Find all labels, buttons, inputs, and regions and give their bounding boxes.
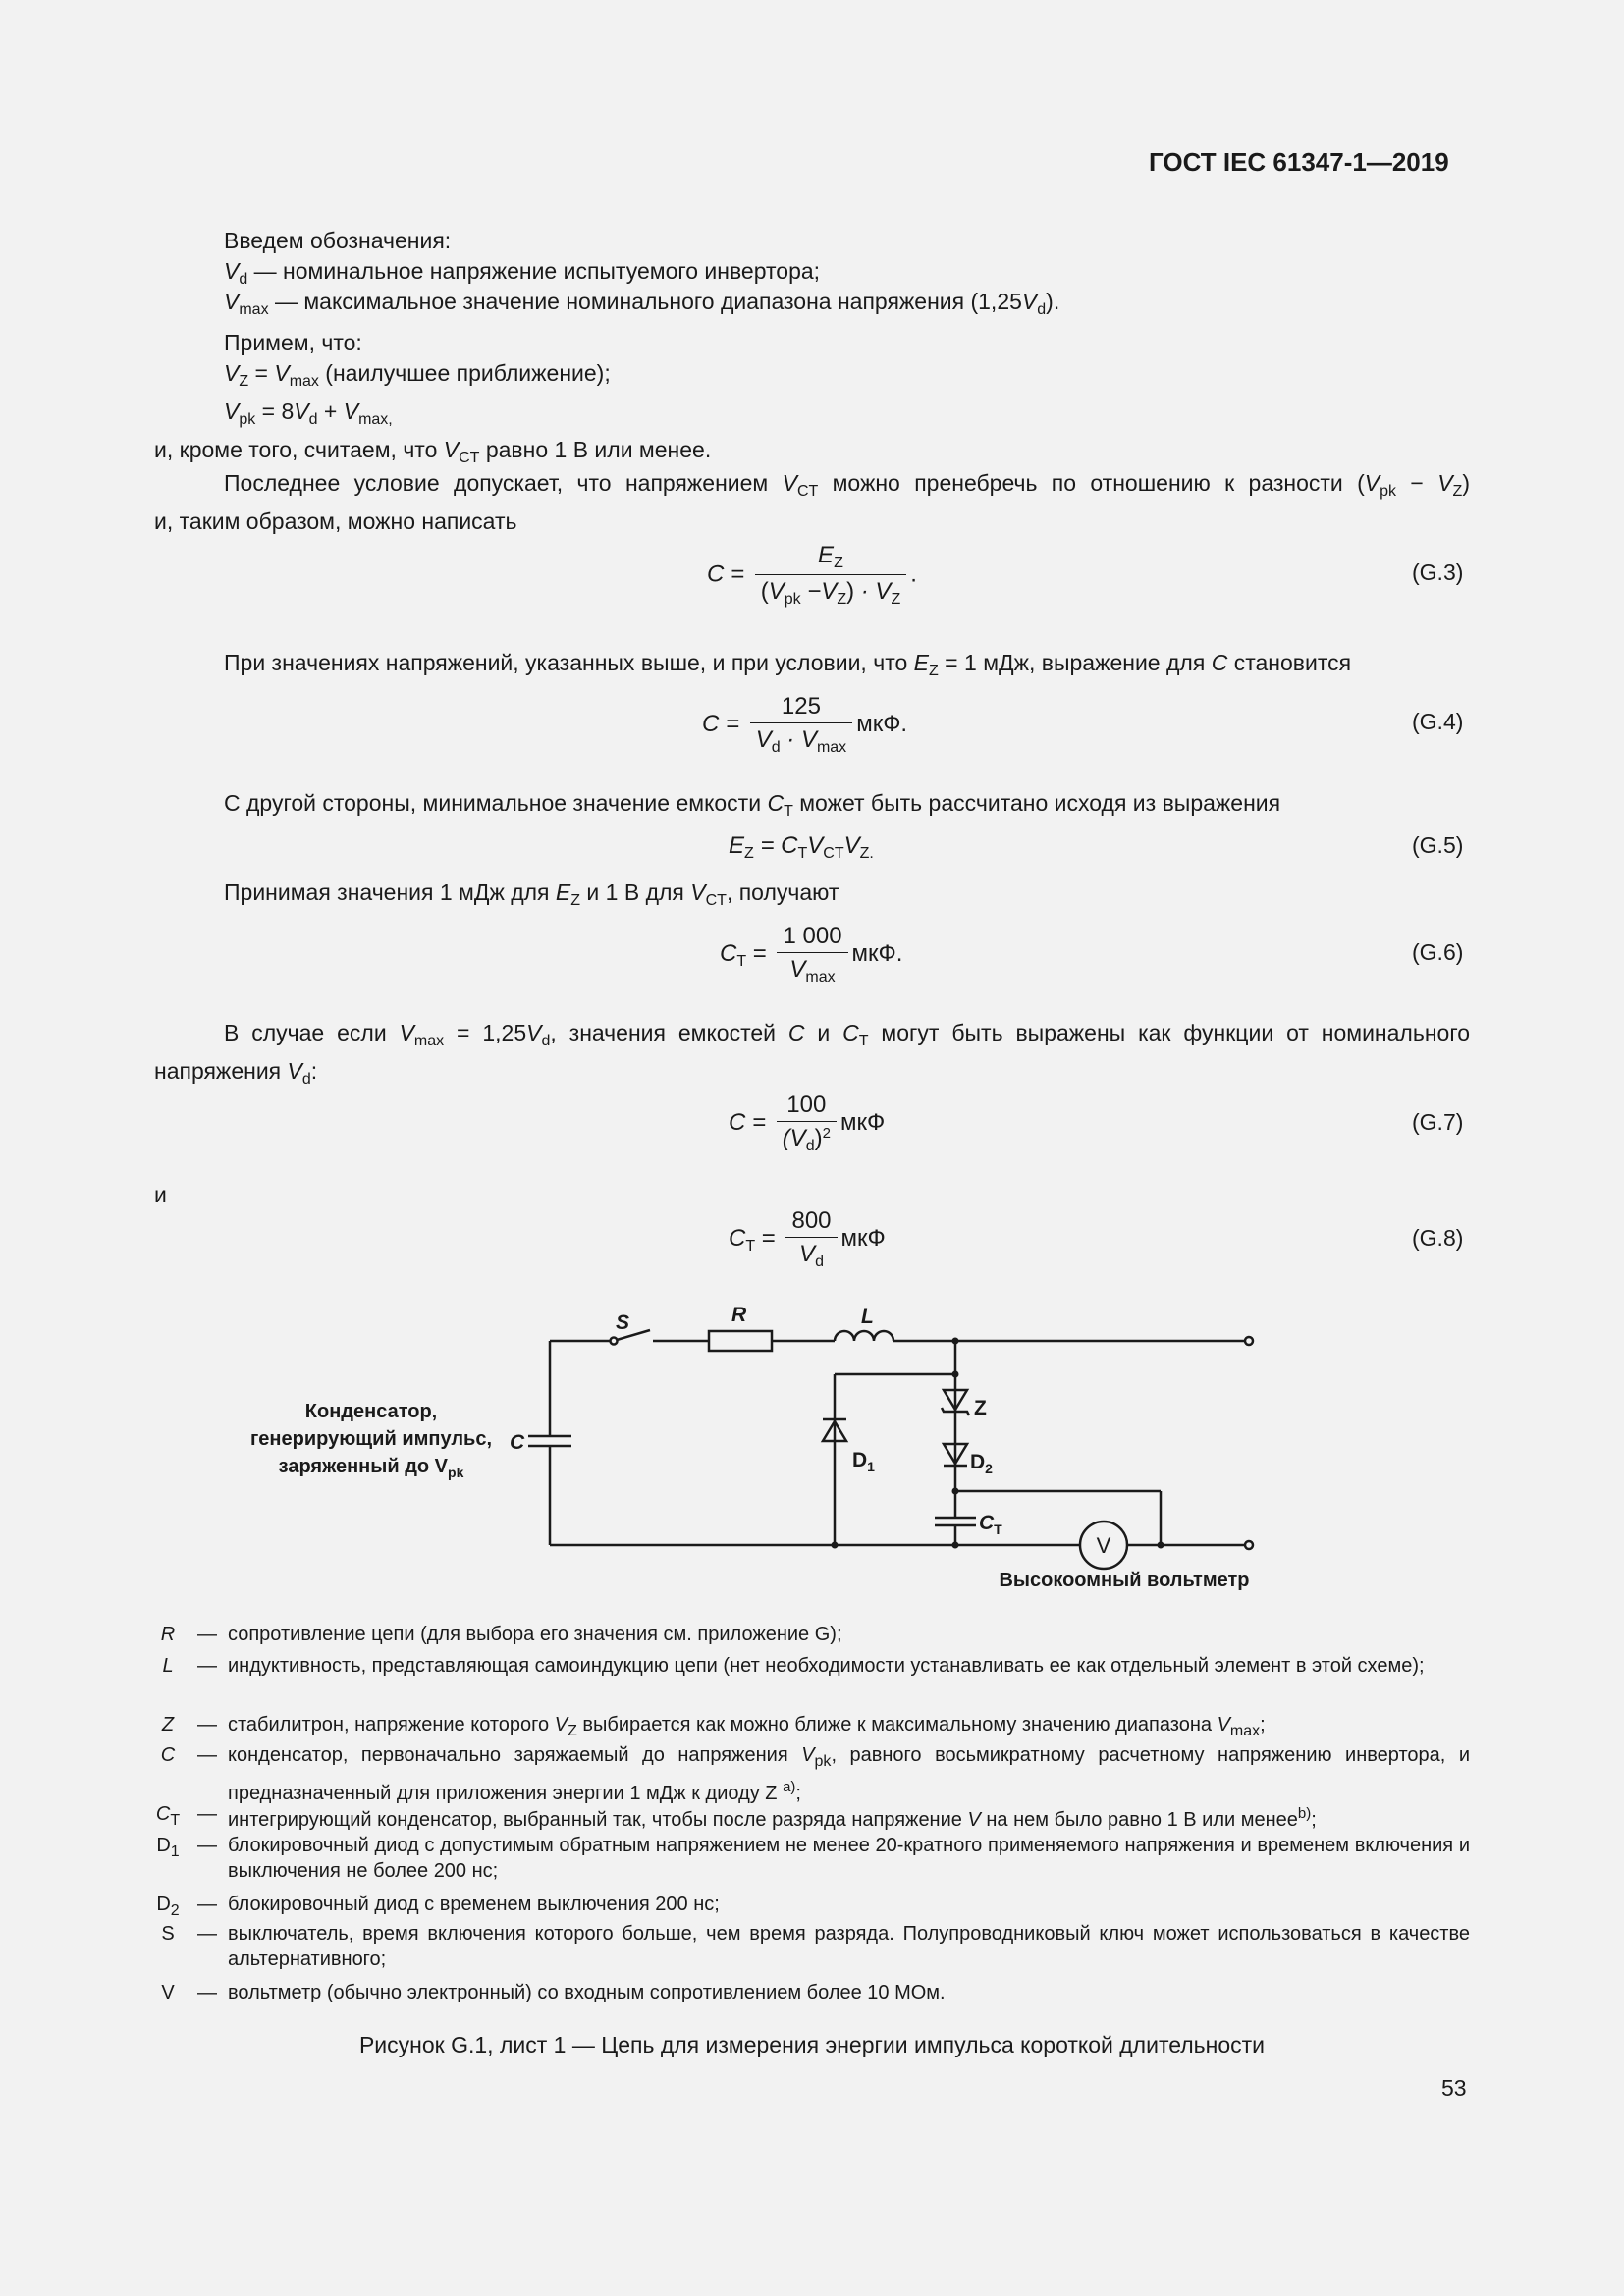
subscript: Z [570,892,581,909]
equation-g5 [729,832,874,863]
symbol: = C [753,832,798,859]
legend-symbol [154,1801,182,1834]
subscript: max, [358,411,393,428]
equation-g4 [702,693,907,757]
unit: мкФ. [851,939,903,967]
paren: ) [814,1125,823,1151]
fraction [777,923,847,987]
legend-symbol [154,1622,182,1647]
condition-line2: и, таким образом, можно написать [154,508,517,534]
symbol: V [161,1982,175,2003]
output-terminal-top [1245,1337,1253,1345]
legend-symbol [154,1742,182,1768]
text: на нем было равно 1 В или менее [980,1809,1298,1831]
symbol: C [767,790,785,816]
def-text: — максимальное значение номинального диапазона напряжения (1,25 [268,289,1022,314]
subscript: CT [796,483,819,500]
text: ; [795,1783,801,1804]
subscript: d [771,739,781,756]
subscript: max [239,301,269,318]
text: C [979,1512,995,1534]
and-word: и [154,1182,167,1207]
symbol: V [799,1241,816,1267]
symbol: V [690,880,706,905]
label-s: S [616,1311,630,1334]
label-r: R [731,1304,747,1326]
fraction [755,542,907,609]
legend-desc [228,1742,1470,1806]
def-text: — номинальное напряжение испытуемого инвертора; [247,258,821,284]
symbol: (V [782,1125,806,1151]
fraction [777,1092,837,1155]
junction [952,1488,959,1495]
symbol: R [160,1624,176,1645]
legend-dash: — [197,1744,217,1766]
symbol: L [162,1655,174,1677]
legend-symbol [154,1833,182,1865]
punct: . [910,561,917,588]
symbol: E [555,880,571,905]
legend-dash: — [197,1835,217,1856]
symbol: V [1364,470,1380,496]
text: D [852,1449,868,1471]
symbol: C [1211,650,1228,675]
legend-symbol [154,1892,182,1924]
superscript: 2 [822,1125,831,1142]
cap-label-line3 [279,1456,464,1480]
symbol: · V [854,578,892,605]
eq-sign: = [755,1224,776,1252]
text: стабилитрон, напряжение которого [228,1714,555,1735]
g7-line2 [154,1056,1470,1095]
denominator [777,1122,837,1155]
legend-symbol [154,1921,182,1947]
subscript: max [816,739,847,756]
legend-dash: — [197,1894,217,1915]
cap-label-line1: Конденсатор, [304,1401,438,1422]
intro-line: Введем обозначения: [224,228,452,253]
eq-lhs: C [720,939,737,967]
text: С другой стороны, минимальное значение емкости [224,790,768,816]
label-d2 [970,1451,993,1476]
text: = 8 [255,399,295,424]
subscript: d [308,411,318,428]
legend-symbol [154,1980,182,2005]
denominator [777,953,847,987]
fraction [750,693,853,757]
numerator: 125 [750,693,853,723]
symbol: V [789,956,806,983]
numerator: 1 000 [777,923,847,953]
subscript: d [541,1033,551,1049]
output-terminal-bottom [1245,1541,1253,1549]
subscript: Z [929,663,939,679]
subscript: Z [744,845,754,862]
equation-number: (G.8) [1412,1225,1464,1251]
text: = [248,360,275,386]
symbol: V [1021,289,1038,314]
text: = 1,25 [444,1020,527,1045]
figure-caption: Рисунок G.1, лист 1 — Цепь для измерения энергии импульса короткой длительности [358,2032,1266,2057]
symbol: E [729,832,745,859]
symbol: V [224,360,240,386]
subscript: T [784,803,793,820]
symbol: D [156,1894,171,1915]
equation-number: (G.5) [1412,832,1464,858]
subscript: Z [568,1723,577,1739]
legend-dash: — [197,1655,217,1677]
subscript: max [289,373,319,390]
condition-line1 [154,468,1470,507]
subscript: pk [448,1465,464,1480]
symbol: C [160,1744,176,1766]
text: и [804,1020,843,1045]
label-l: L [861,1306,874,1328]
denominator [750,723,853,757]
subscript: 2 [170,1902,180,1919]
legend-symbol [154,1653,182,1679]
unit: мкФ. [856,710,908,737]
legend-dash: — [197,1803,217,1825]
equation-g3 [707,542,917,609]
text: : [310,1058,318,1084]
text-before-g6 [224,878,839,916]
legend-desc: индуктивность, представляющая самоиндукцию цепи (нет необходимости устанавливать ее как отдельный элемент в этой схеме); [228,1655,1425,1677]
text: В случае если [224,1020,400,1045]
g7-line1 [154,1018,1470,1056]
accept-line: Примем, что: [224,330,362,355]
text: , получают [726,880,839,905]
subscript: T [745,1237,756,1255]
subscript: Z [239,373,249,390]
legend-desc [228,1801,1470,1833]
label-c: C [510,1431,525,1454]
subscript: d [239,271,248,288]
label-d1 [852,1449,875,1474]
superscript: b) [1297,1805,1312,1822]
symbol: E [818,542,835,568]
condition-paragraph [154,468,1470,537]
legend-dash: — [197,1923,217,1945]
symbol: Z [161,1714,175,1735]
denominator: $(V_{pk} -V_Z) \cdot V_Z$ [760,578,901,608]
text: могут быть выражены как функции от номинального [868,1020,1470,1045]
legend-dash: — [197,1982,217,2003]
eq-lhs: C = [729,1108,767,1136]
text: = 1 мДж, выражение для [938,650,1212,675]
text: + [317,399,344,424]
text: может быть рассчитано исходя из выражения [792,790,1281,816]
def-text: ). [1046,289,1060,314]
symbol: V [782,470,797,496]
symbol: C [842,1020,859,1045]
unit: мкФ [840,1224,886,1252]
symbol: V [1217,1714,1230,1735]
legend-dash: — [197,1714,217,1735]
symbol: V [343,399,359,424]
text: и 1 В для [580,880,691,905]
subscript: pk [1380,483,1397,500]
numerator [755,542,907,575]
symbol: V [224,399,240,424]
subscript: Z [834,555,843,571]
text-before-g4 [224,648,1351,686]
junction [952,1338,959,1345]
legend-desc: выключатель, время включения которого больше, чем время разряда. Полупроводниковый ключ может использоваться в качестве альтернативного; [228,1923,1470,1970]
subscript: 1 [170,1843,180,1860]
subscript: T [858,1033,869,1049]
label-ct [979,1512,1002,1537]
text: При значениях напряжений, указанных выше, и при условии, что [224,650,914,675]
symbol: V [294,399,309,424]
subscript: T [994,1522,1002,1537]
text: , равного восьмикратному расчетному напряжению инвертора, и предназначенный для приложения энергии 1 мДж к диоду Z [228,1744,1471,1804]
inductor [835,1331,893,1341]
subscript: d [301,1071,311,1088]
text-before-g7 [154,1018,1470,1095]
subscript: T [170,1812,181,1829]
symbol: E [913,650,930,675]
eq-lhs: C = [707,561,745,588]
subscript: d [1037,301,1047,318]
junction [832,1542,839,1549]
subscript: CT [459,450,480,466]
eq-lhs: C = [702,710,740,737]
standard-header: ГОСТ IEC 61347-1—2019 [1149,147,1449,177]
symbol: V [1437,470,1453,496]
symbol: S [161,1923,175,1945]
text-before-g5 [224,788,1280,827]
legend-desc [228,1712,1470,1744]
subscript: d [815,1254,824,1270]
symbol: C [155,1803,171,1825]
text: и, кроме того, считаем, что [154,437,444,462]
legend-dash: — [197,1624,217,1645]
symbol: · V [780,726,817,753]
symbol: V [274,360,290,386]
voltmeter-caption: Высокоомный вольтметр [999,1570,1250,1591]
junction [952,1371,959,1378]
subscript: max [1229,1723,1261,1739]
symbol: C [787,1020,805,1045]
equation-number: (G.4) [1412,709,1464,734]
junction [952,1542,959,1549]
text: Принимая значения 1 мДж для [224,880,556,905]
cap-label-line2: генерирующий импульс, [249,1428,493,1450]
subscript: d [805,1138,815,1154]
subscript: 1 [867,1459,875,1474]
symbol: V [554,1714,568,1735]
text: конденсатор, первоначально заряжаемый до напряжения [228,1744,802,1766]
circuit-schematic [236,1294,1414,1608]
symbol: V [399,1020,414,1045]
subscript: max [805,969,836,986]
label-voltmeter-v: V [1096,1533,1111,1558]
symbol: V [967,1809,981,1831]
eq-lhs: C [729,1224,746,1252]
text: ; [1311,1809,1317,1831]
symbol: V [526,1020,542,1045]
subscript: pk [784,591,801,608]
text: становится [1227,650,1352,675]
switch-contact [611,1338,618,1345]
subscript: Z [1452,483,1463,500]
superscript: a) [783,1779,796,1795]
equation-number: (G.7) [1412,1109,1464,1135]
subscript: pk [814,1753,832,1770]
subscript: CT [705,892,727,909]
subscript: pk [239,411,256,428]
equation-g8 [729,1207,886,1271]
legend-symbol [154,1712,182,1737]
symbol: V [224,258,240,284]
resistor [709,1331,772,1351]
symbol: V [443,437,460,462]
fraction [785,1207,837,1271]
symbol: V [801,1744,815,1766]
symbol: V [843,832,860,859]
unit: мкФ [839,1108,886,1136]
legend-desc: вольтметр (обычно электронный) со входным сопротивлением более 10 МОм. [228,1982,946,2003]
subscript: Z [891,591,901,608]
page-number: 53 [1441,2075,1467,2101]
symbol: V [768,578,785,605]
text: Последнее условие допускает, что напряжением [224,470,783,496]
text: D [970,1451,986,1473]
label-z: Z [974,1397,987,1419]
legend-desc: блокировочный диод с временем выключения 200 нс; [228,1894,720,1915]
text: выбирается как можно ближе к максимальному значению диапазона [576,1714,1218,1735]
text: ; [1260,1714,1266,1735]
junction [1158,1542,1164,1549]
subscript: T [797,845,808,862]
legend-desc: сопротивление цепи (для выбора его значения см. приложение G); [228,1624,842,1645]
text: − [1396,470,1438,496]
text: равно 1 В или менее. [479,437,712,462]
text: напряжения [154,1058,288,1084]
subscript: Z [837,591,847,608]
symbol: D [156,1835,171,1856]
symbol: −V [800,578,838,605]
text: (наилучшее приближение); [318,360,611,386]
vz-line [224,358,611,397]
subscript: T [736,952,747,970]
symbol: V [755,726,772,753]
def-vmax [224,287,1059,325]
subscript: Z. [859,845,874,862]
subscript: 2 [985,1461,993,1476]
subscript: CT [823,845,844,862]
numerator: 800 [785,1207,837,1238]
subscript: max [413,1033,445,1049]
legend-desc: блокировочный диод с допустимым обратным напряжением не менее 20-кратного применяемого напряжения и временем включения и выключения не более 200 нс; [228,1835,1470,1882]
text: ) [1462,470,1470,496]
denominator [785,1238,837,1271]
text: можно пренебречь по отношению к разности ( [818,470,1365,496]
equation-number: (G.3) [1412,560,1464,585]
symbol: V [224,289,240,314]
equation-g7 [729,1092,885,1155]
text: заряженный до V [278,1456,449,1477]
numerator: 100 [777,1092,837,1122]
vpk-line [224,397,393,435]
text: интегрирующий конденсатор, выбранный так, чтобы после разряда напряжение [228,1809,968,1831]
equation-g6 [720,923,902,987]
symbol: V [287,1058,302,1084]
text: , значения емкостей [550,1020,788,1045]
equation-number: (G.6) [1412,939,1464,965]
eq-sign: = [746,939,767,967]
symbol: V [807,832,824,859]
